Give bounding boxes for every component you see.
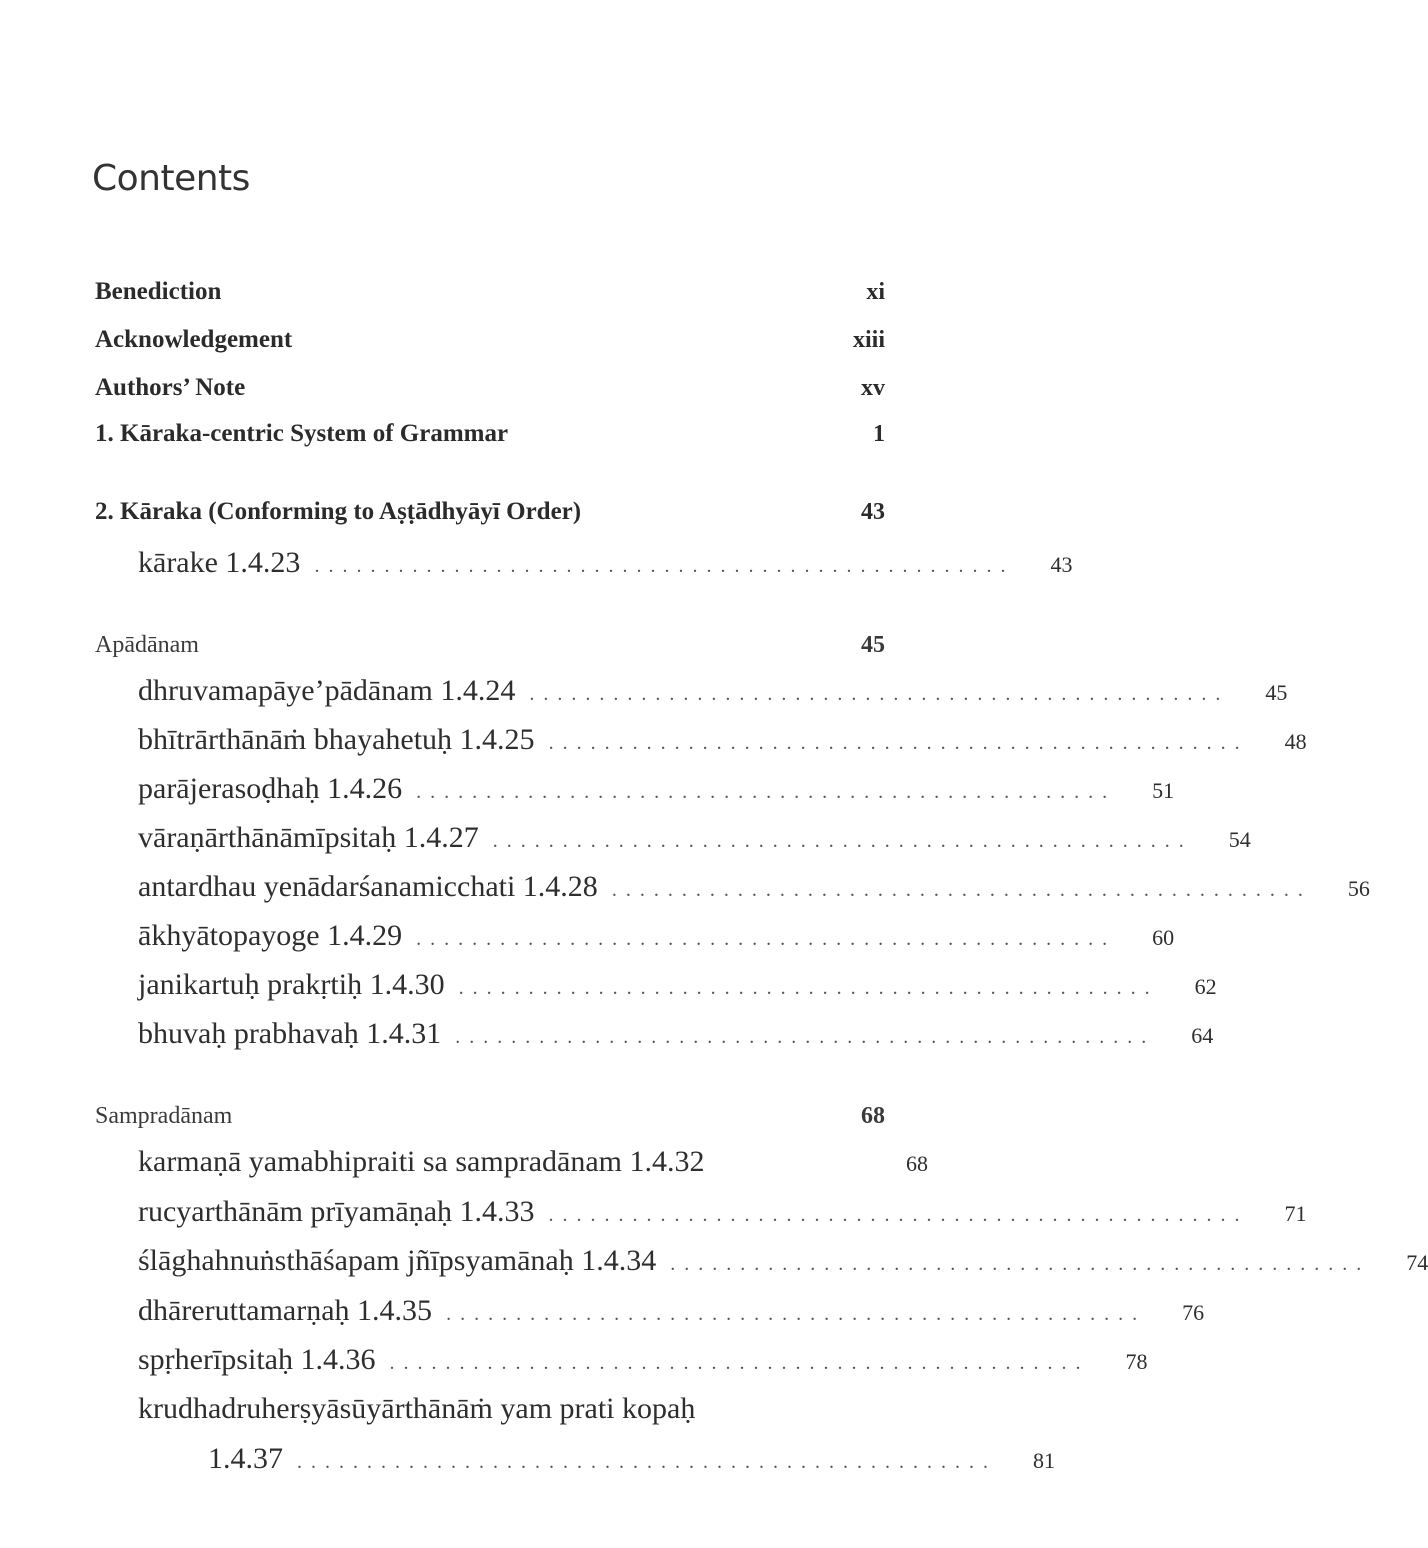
page-title: Contents bbox=[92, 158, 250, 199]
toc-entry-label: karmaṇā yamabhipraiti sa sampradānam 1.4.32 bbox=[138, 1145, 705, 1178]
toc-subentry[interactable] bbox=[95, 1195, 1307, 1229]
toc-section-label: Sampradānam bbox=[95, 1103, 233, 1129]
toc-entry-label: Authors’ Note bbox=[95, 374, 246, 401]
toc-page-number: 62 bbox=[1194, 974, 1217, 999]
toc-entry-label: dhāreruttamarṇaḥ 1.4.35 bbox=[138, 1294, 433, 1327]
toc-section-label: Apādānam bbox=[95, 632, 199, 658]
dot-leader: .................................................. bbox=[297, 1451, 997, 1473]
dot-leader: .................................................. bbox=[611, 879, 1312, 901]
toc-page-number: 68 bbox=[906, 1151, 928, 1176]
dot-leader: .................................................. bbox=[492, 830, 1193, 852]
toc-page-number: xi bbox=[866, 279, 885, 305]
dot-leader: .................................................. bbox=[389, 1352, 1090, 1374]
toc-entry-label: dhruvamapāye’pādānam 1.4.24 bbox=[138, 674, 516, 707]
dot-leader: .................................................. bbox=[548, 1204, 1249, 1226]
toc-entry-label: krudhadruherṣyāsūyārthānāṁ yam prati kopaḥ bbox=[138, 1392, 696, 1425]
toc-subentry[interactable] bbox=[95, 919, 1175, 953]
toc-entry-chapter-2[interactable] bbox=[95, 498, 885, 526]
toc-subentry[interactable] bbox=[95, 821, 1251, 855]
toc-page-number: xiii bbox=[852, 327, 885, 353]
dot-leader: .................................................. bbox=[455, 1026, 1156, 1048]
toc-subentry-continuation[interactable] bbox=[95, 1442, 1055, 1476]
toc-entry-label: bhuvaḥ prabhavaḥ 1.4.31 bbox=[138, 1017, 442, 1050]
toc-page-number: 43 bbox=[861, 499, 885, 525]
toc-page-number: 45 bbox=[861, 632, 885, 658]
toc-page-number: xv bbox=[861, 375, 885, 401]
toc-page-number: 43 bbox=[1050, 552, 1073, 577]
toc-entry-chapter-1[interactable] bbox=[95, 420, 885, 448]
toc-subentry[interactable] bbox=[95, 723, 1307, 757]
toc-subentry[interactable] bbox=[95, 1294, 1205, 1328]
toc-entry-label: ākhyātopayoge 1.4.29 bbox=[138, 919, 403, 952]
toc-page-number: 60 bbox=[1152, 925, 1175, 950]
dot-leader: .................................................. bbox=[548, 732, 1249, 754]
toc-page-number: 64 bbox=[1191, 1023, 1214, 1048]
toc-entry-label-continuation: 1.4.37 bbox=[208, 1442, 283, 1475]
toc-entry-label: rucyarthānām prīyamāṇaḥ 1.4.33 bbox=[138, 1195, 535, 1228]
toc-section-apadanam[interactable] bbox=[95, 632, 885, 659]
toc-subentry[interactable] bbox=[95, 1017, 1214, 1051]
toc-subentry[interactable] bbox=[95, 1145, 928, 1179]
toc-subentry[interactable] bbox=[95, 870, 1370, 904]
toc-page-number: 81 bbox=[1033, 1448, 1055, 1473]
toc-entry-label: vāraṇārthānāmīpsitaḥ 1.4.27 bbox=[138, 821, 479, 854]
toc-subentry[interactable] bbox=[95, 1244, 1428, 1278]
toc-entry-label: 2. Kāraka (Conforming to Aṣṭādhyāyī Order) bbox=[95, 498, 582, 525]
toc-entry-label: 1. Kāraka-centric System of Grammar bbox=[95, 420, 509, 447]
toc-entry-label: spṛherīpsitaḥ 1.4.36 bbox=[138, 1343, 376, 1376]
toc-page-number: 76 bbox=[1182, 1300, 1205, 1325]
toc-subentry[interactable] bbox=[95, 674, 1288, 708]
toc-page-number: 54 bbox=[1228, 827, 1251, 852]
toc-entry-authors-note[interactable] bbox=[95, 374, 885, 402]
toc-entry-label: bhītrārthānāṁ bhayahetuḥ 1.4.25 bbox=[138, 723, 535, 756]
toc-entry-label: ślāghahnuṅsthāśapam jñīpsyamānaḥ 1.4.34 bbox=[138, 1244, 657, 1277]
dot-leader: .................................................. bbox=[416, 928, 1117, 950]
toc-page-number: 68 bbox=[861, 1103, 885, 1129]
toc-subentry-multiline[interactable] bbox=[95, 1392, 928, 1426]
toc-subentry[interactable] bbox=[95, 772, 1175, 806]
toc-entry-label: antardhau yenādarśanamicchati 1.4.28 bbox=[138, 870, 598, 903]
dot-leader: .................................................. bbox=[314, 555, 1015, 577]
dot-leader: .................................................. bbox=[446, 1303, 1147, 1325]
toc-page-number: 78 bbox=[1125, 1349, 1148, 1374]
dot-leader: .................................................. bbox=[529, 683, 1230, 705]
toc-subentry[interactable] bbox=[95, 546, 1073, 580]
toc-entry-label: Benediction bbox=[95, 278, 222, 305]
toc-page-number: 51 bbox=[1152, 778, 1175, 803]
dot-leader: .................................................. bbox=[458, 977, 1159, 999]
dot-leader: .................................................. bbox=[670, 1253, 1371, 1275]
toc-entry-acknowledgement[interactable] bbox=[95, 326, 885, 354]
toc-subentry[interactable] bbox=[95, 1343, 1148, 1377]
toc-subentry[interactable] bbox=[95, 968, 1217, 1002]
toc-page-number: 74 bbox=[1406, 1250, 1428, 1275]
toc-page-number: 48 bbox=[1284, 729, 1307, 754]
toc-entry-benediction[interactable] bbox=[95, 278, 885, 306]
toc-entry-label: parājerasoḍhaḥ 1.4.26 bbox=[138, 772, 403, 805]
toc-page-number: 71 bbox=[1284, 1201, 1307, 1226]
toc-entry-label: janikartuḥ prakṛtiḥ 1.4.30 bbox=[138, 968, 445, 1001]
toc-entry-label: kārake 1.4.23 bbox=[138, 546, 301, 579]
dot-leader: .................................................. bbox=[416, 781, 1117, 803]
toc-page-number: 1 bbox=[873, 421, 885, 447]
toc-entry-label: Acknowledgement bbox=[95, 326, 293, 353]
toc-page-number: 56 bbox=[1347, 876, 1370, 901]
toc-section-sampradanam[interactable] bbox=[95, 1103, 885, 1130]
toc-page-number: 45 bbox=[1265, 680, 1288, 705]
